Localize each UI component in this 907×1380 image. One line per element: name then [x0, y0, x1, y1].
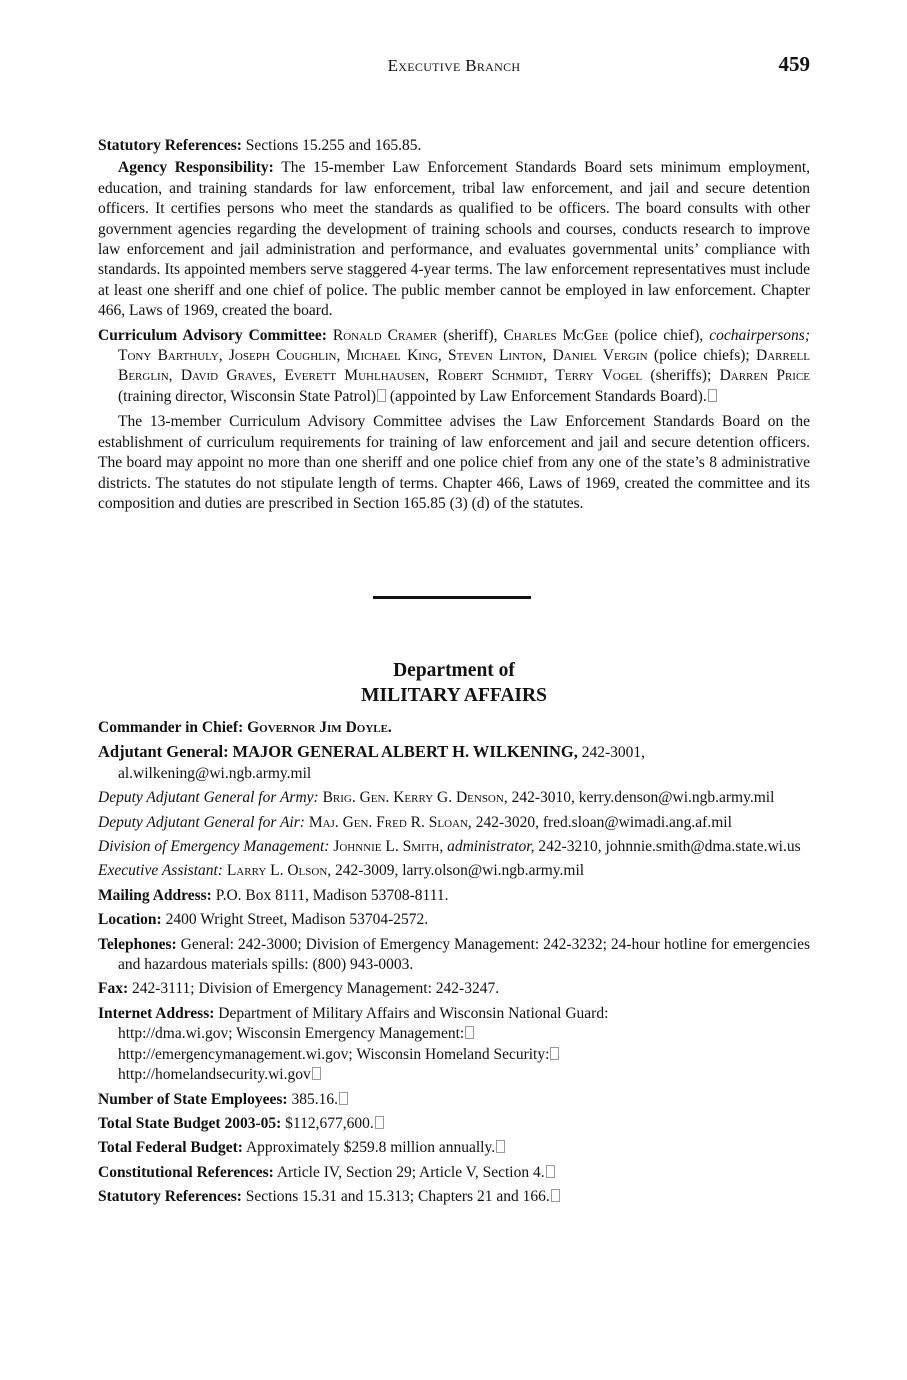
label: Deputy Adjutant General for Air: [98, 813, 305, 831]
label: Fax: [98, 980, 129, 998]
label: Total Federal Budget: [98, 1139, 243, 1157]
label: Adjutant General: [98, 742, 229, 762]
executive-assistant [98, 861, 810, 881]
value: Governor Jim Doyle. [247, 719, 392, 736]
label: Commander in Chief: [98, 719, 244, 736]
missing-glyph-icon [377, 389, 386, 402]
missing-glyph-icon [375, 1116, 384, 1129]
label: Internet Address: [98, 1004, 215, 1022]
member-role: (police chief), [614, 326, 704, 344]
internet-address [98, 1004, 810, 1086]
contact: 242-3210, johnnie.smith@dma.state.wi.us [538, 838, 801, 856]
value: 242-3111; Division of Emergency Management: 242-3247. [132, 980, 500, 998]
label: Curriculum Advisory Committee: [98, 326, 327, 344]
label: Mailing Address: [98, 886, 212, 904]
officer-name: Brig. Gen. Kerry G. Denson, [322, 789, 508, 807]
contact: 242-3009, larry.olson@wi.ngb.army.mil [335, 862, 585, 880]
agency-responsibility [98, 158, 810, 321]
cochairs-note: cochairpersons; [709, 326, 810, 344]
official-title: administrator, [447, 838, 535, 856]
label: Number of State Employees: [98, 1090, 288, 1108]
member-name: Darren Price [719, 367, 811, 385]
missing-glyph-icon [546, 1165, 555, 1178]
value-line-1: Department of Military Affairs and Wisconsin National Guard: [218, 1004, 609, 1022]
section-divider [373, 596, 531, 599]
contact: 242-3001, al.wilkening@wi.ngb.army.mil [118, 744, 646, 782]
member-names-sheriffs: Darrell Berglin, David Graves, Everett Muhlhausen, Robert Schmidt, Terry Vogel [118, 347, 810, 385]
value-line-4: http://homelandsecurity.wi.gov [118, 1066, 311, 1084]
value-line-2: http://dma.wi.gov; Wisconsin Emergency Management: [118, 1025, 465, 1043]
adjutant-general [98, 742, 810, 784]
military-affairs-section [98, 718, 810, 1212]
appointment-note: (appointed by Law Enforcement Standards Board). [389, 387, 707, 405]
department-title-line1: Department of [393, 660, 515, 681]
standards-board-section [98, 136, 810, 518]
value: General: 242-3000; Division of Emergency Management: 242-3232; 24-hour hotline for emergencies and hazardous materials spills: (800) 943-0003. [118, 935, 811, 974]
label: Division of Emergency Management: [98, 838, 330, 856]
member-role: (sheriff), [443, 326, 498, 344]
value: 2400 Wright Street, Madison 53704-2572. [165, 911, 429, 929]
page-number: 459 [778, 52, 810, 76]
value: Approximately $259.8 million annually. [245, 1139, 496, 1157]
missing-glyph-icon [465, 1026, 474, 1039]
value: $112,677,600. [285, 1114, 374, 1132]
officer-name: Maj. Gen. Fred R. Sloan, [308, 813, 472, 831]
running-head: Executive Branch [387, 56, 521, 75]
department-title-line2: MILITARY AFFAIRS [361, 685, 547, 706]
label: Telephones: [98, 935, 177, 953]
contact: 242-3020, fred.sloan@wimadi.ang.af.mil [475, 813, 732, 831]
value: Article IV, Section 29; Article V, Section 4. [276, 1163, 545, 1181]
board-statutory-references [98, 136, 810, 156]
label: Agency Responsibility: [118, 159, 274, 177]
label: Deputy Adjutant General for Army: [98, 789, 319, 807]
official-name: Larry L. Olson, [226, 862, 332, 880]
label: Statutory References: [98, 1188, 242, 1206]
officer-name: MAJOR GENERAL ALBERT H. WILKENING, [232, 742, 578, 762]
label: Executive Assistant: [98, 862, 223, 880]
emergency-management [98, 837, 810, 857]
label: Location: [98, 911, 162, 929]
deputy-adjutant-air [98, 813, 810, 833]
agency-text: The 15-member Law Enforcement Standards Board sets minimum employment, education, and training standards for law enforcement, tribal law enforcement, and jail and secure detention officers. It certifies persons who meet the standards as qualified to be officers. The board consults with other government agencies regarding the development of training schools and courses, conducts research to improve law enforcement and jail administration and performance, and evaluates governmental units’ compliance with standards. Its appointed members serve staggered 4-year terms. The law enforcement representatives must include at least one sheriff and one chief of police. The public member cannot be employed in law enforcement. Chapter 466, Laws of 1969, created the board. [98, 159, 810, 320]
page-header [98, 52, 810, 82]
total-state-budget [98, 1114, 810, 1134]
value-line-3: http://emergencymanagement.wi.gov; Wisconsin Homeland Security: [118, 1045, 550, 1063]
missing-glyph-icon [551, 1189, 560, 1202]
label: Constitutional References: [98, 1163, 274, 1181]
curriculum-committee-members [98, 326, 810, 408]
member-names-chiefs: Tony Barthuly, Joseph Coughlin, Michael King, Steven Linton, Daniel Vergin [118, 347, 648, 365]
missing-glyph-icon [708, 389, 717, 402]
total-federal-budget [98, 1138, 810, 1158]
member-name: Ronald Cramer [332, 326, 438, 344]
constitutional-references [98, 1163, 810, 1183]
fax [98, 979, 810, 999]
statutory-references [98, 1187, 810, 1207]
state-employees [98, 1090, 810, 1110]
telephones [98, 935, 810, 976]
missing-glyph-icon [312, 1067, 321, 1080]
deputy-adjutant-army [98, 788, 810, 808]
department-title [98, 658, 810, 708]
label: Total State Budget 2003-05: [98, 1114, 282, 1132]
commander-in-chief [98, 718, 810, 738]
missing-glyph-icon [496, 1140, 505, 1153]
member-role: (training director, Wisconsin State Patrol) [118, 387, 377, 405]
mailing-address [98, 886, 810, 906]
value: 385.16. [291, 1090, 338, 1108]
label: Statutory References: [98, 137, 242, 154]
contact: 242-3010, kerry.denson@wi.ngb.army.mil [511, 789, 775, 807]
member-role: (sheriffs); [650, 367, 712, 385]
committee-description: The 13-member Curriculum Advisory Committee advises the Law Enforcement Standards Board on the establishment of curriculum requirements for training of law enforcement and jail and secure detention officers. The board may appoint no more than one sheriff and one police chief from any one of the state’s 8 administrative districts. The statutes do not stipulate length of terms. Chapter 466, Laws of 1969, created the committee and its composition and duties are prescribed in Section 165.85 (3) (d) of the statutes. [98, 413, 810, 512]
value: P.O. Box 8111, Madison 53708-8111. [215, 886, 449, 904]
value: Sections 15.255 and 165.85. [245, 137, 422, 154]
missing-glyph-icon [339, 1092, 348, 1105]
official-name: Johnnie L. Smith, [333, 838, 444, 856]
location [98, 910, 810, 930]
value: Sections 15.31 and 15.313; Chapters 21 and 166. [245, 1188, 550, 1206]
missing-glyph-icon [550, 1047, 559, 1060]
member-name: Charles McGee [503, 326, 609, 344]
member-role: (police chiefs); [653, 347, 750, 365]
